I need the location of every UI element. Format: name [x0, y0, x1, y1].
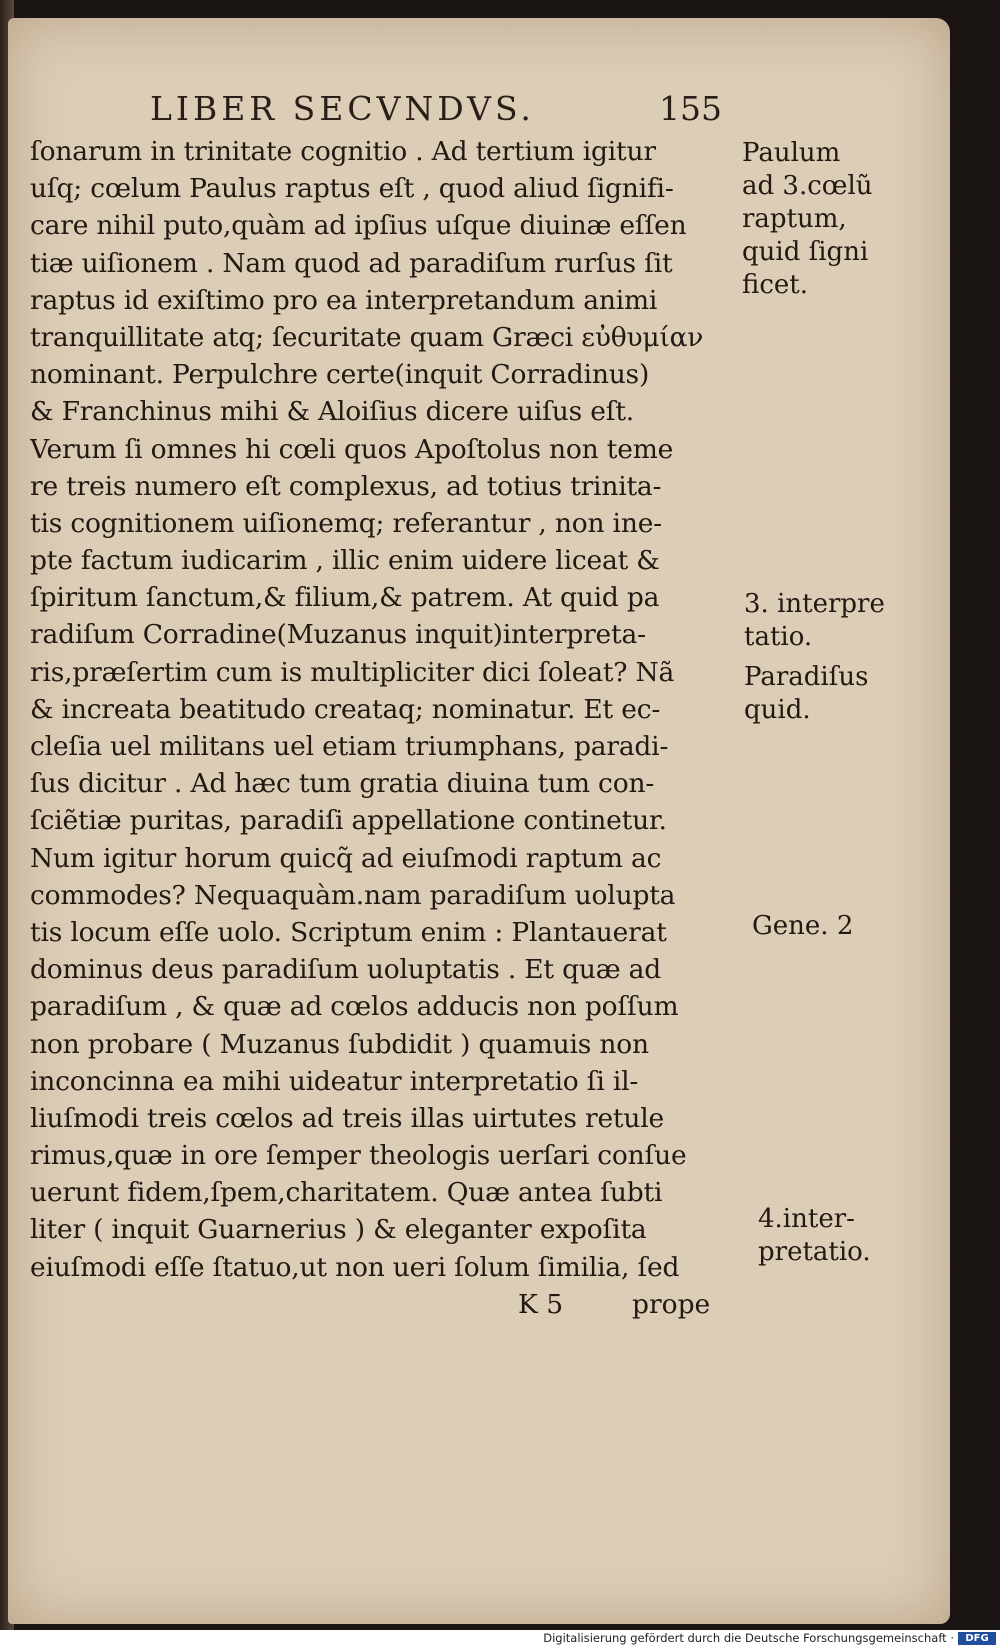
margin-note-paradisus — [744, 661, 868, 727]
text-line: inconcinna ea mihi uideatur interpretatio ſi il- — [30, 1065, 639, 1097]
text-line: tranquillitate atq; ſecuritate quam Græci εὐθυμίαν — [30, 321, 704, 353]
text-line: radiſum Corradine(Muzanus inquit)interpreta- — [30, 619, 646, 651]
dfg-logo: DFG — [958, 1632, 996, 1645]
text-line: tis cognitionem uiſionemq; referantur , non ine- — [30, 507, 662, 539]
text-line: raptus id exiſtimo pro ea interpretandum animi — [30, 284, 658, 316]
margin-note-third-interpretation — [744, 588, 885, 654]
margin-note-line: ad 3.cœlũ — [742, 171, 873, 201]
text-line: tiæ uiſionem . Nam quod ad paradiſum rurſus ſit — [30, 247, 673, 279]
margin-note-line: ficet. — [742, 270, 809, 300]
text-line: non probare ( Muzanus ſubdidit ) quamuis non — [30, 1028, 649, 1060]
margin-note-line: pretatio. — [758, 1237, 871, 1267]
footer-bar — [0, 1630, 1000, 1647]
text-line: ſonarum in trinitate cognitio . Ad tertium igitur — [30, 136, 656, 167]
text-line: eiuſmodi eſſe ſtatuo,ut non ueri ſolum ſimilia, ſed — [30, 1251, 680, 1283]
text-line: uſq; cœlum Paulus raptus eſt , quod aliud ſignifi- — [30, 173, 674, 205]
main-text-block — [30, 133, 750, 1323]
text-line: liter ( inquit Guarnerius ) & eleganter expoſita — [30, 1214, 647, 1246]
text-line: ſus dicitur . Ad hæc tum gratia diuina tum con- — [30, 768, 655, 800]
text-line: & Franchinus mihi & Aloiſius dicere uiſus eſt. — [30, 396, 635, 428]
margin-note-line: quid. — [744, 695, 811, 725]
text-line: re treis numero eſt complexus, ad totius trinita- — [30, 470, 662, 502]
text-line: cleſia uel militans uel etiam triumphans, paradi- — [30, 731, 669, 762]
text-line: Verum ſi omnes hi cœli quos Apoſtolus non teme — [30, 433, 674, 465]
text-line: ris,præſertim cum is multipliciter dici ſoleat? Nã — [30, 656, 675, 688]
margin-note-line: tatio. — [744, 622, 813, 652]
text-line: paradiſum , & quæ ad cœlos adducis non poſſum — [30, 991, 679, 1023]
text-line: ſciẽtiæ puritas, paradiſi appellatione continetur. — [30, 805, 667, 837]
margin-note-line: quid ſigni — [742, 237, 869, 267]
text-line: liuſmodi treis cœlos ad treis illas uirtutes retule — [30, 1102, 665, 1134]
text-line: ſpiritum ſanctum,& filium,& patrem. At quid pa — [30, 582, 660, 614]
signature-mark: K 5 — [518, 1288, 564, 1320]
catchword: prope — [632, 1288, 711, 1320]
margin-note-paul-third-heaven — [742, 137, 873, 302]
margin-note-line: raptum, — [742, 204, 847, 234]
text-line: rimus,quæ in ore ſemper theologis uerſari conſue — [30, 1140, 687, 1172]
margin-note-line: 4.inter- — [758, 1204, 855, 1234]
text-line: uerunt fidem,ſpem,charitatem. Quæ antea ſubti — [30, 1177, 663, 1209]
funding-credit: Digitalisierung gefördert durch die Deutsche Forschungsgemeinschaft · — [543, 1631, 954, 1645]
text-line: care nihil puto,quàm ad ipſius uſque diuinæ eſſen — [30, 210, 687, 242]
text-line: tis locum eſſe uolo. Scriptum enim : Plantauerat — [30, 916, 667, 948]
running-head-title: LIBER SECVNDVS. — [150, 89, 535, 128]
margin-note-line: Gene. 2 — [752, 911, 854, 941]
text-line: pte factum iudicarim , illic enim uidere liceat & — [30, 545, 660, 577]
text-line: & increata beatitudo creataq; nominatur. Et ec- — [30, 693, 661, 725]
text-line: dominus deus paradiſum uoluptatis . Et quæ ad — [30, 954, 662, 986]
catchword-line — [30, 1286, 750, 1323]
margin-note-fourth-interpretation — [758, 1203, 871, 1269]
text-line: Num igitur horum quicq̃ ad eiuſmodi raptum ac — [30, 842, 662, 874]
margin-note-genesis — [752, 910, 853, 943]
margin-note-line: Paradiſus — [744, 662, 869, 692]
running-head — [150, 89, 720, 133]
text-line: nominant. Perpulchre certe(inquit Corradinus) — [30, 359, 650, 391]
text-line: commodes? Nequaquàm.nam paradiſum uolupta — [30, 879, 676, 911]
margin-note-line: Paulum — [742, 138, 841, 168]
page-number: 155 — [659, 89, 722, 128]
margin-note-line: 3. interpre — [744, 589, 885, 619]
